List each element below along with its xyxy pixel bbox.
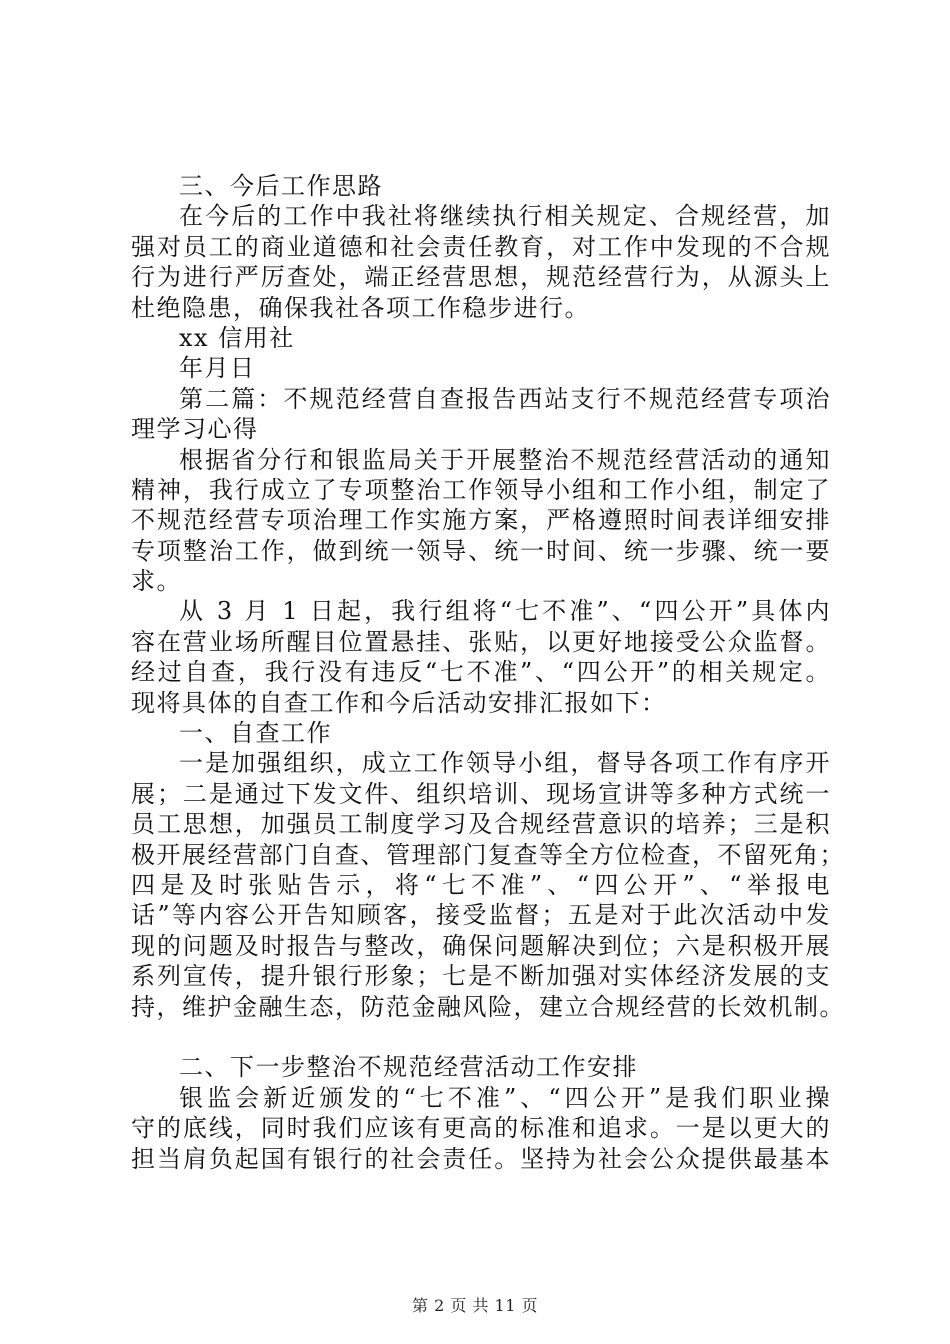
paragraph-line: 一是加强组织，成立工作领导小组，督导各项工作有序开 — [179, 749, 831, 778]
paragraph-line: 经过自查，我行没有违反“七不准”、“四公开”的相关规定。 — [131, 658, 831, 687]
paragraph-line: 不规范经营专项治理工作实施方案，严格遵照时间表详细安排 — [131, 506, 831, 535]
paragraph-line: 极开展经营部门自查、管理部门复查等全方位检查，不留死角； — [131, 840, 845, 869]
paragraph-line: 银监会新近颁发的“七不准”、“四公开”是我们职业操 — [179, 1083, 831, 1112]
paragraph-line: 强对员工的商业道德和社会责任教育，对工作中发现的不合规 — [131, 232, 831, 261]
page-footer: 第 2 页 共 11 页 — [412, 1296, 538, 1315]
paragraph-line: 根据省分行和银监局关于开展整治不规范经营活动的通知 — [179, 445, 831, 474]
section-heading: 一、自查工作 — [179, 719, 332, 748]
paragraph-line: 行为进行严厉查处，端正经营思想，规范经营行为，从源头上 — [131, 263, 831, 292]
paragraph-line: 精神，我行成立了专项整治工作领导小组和工作小组，制定了 — [131, 475, 831, 504]
paragraph-line: 守的底线，同时我们应该有更高的标准和追求。一是以更大的 — [131, 1114, 831, 1143]
document-body — [131, 171, 845, 1174]
paragraph-line: 系列宣传，提升银行形象；七是不断加强对实体经济发展的支 — [131, 962, 831, 991]
chapter-title: 第二篇：不规范经营自查报告西站支行不规范经营专项治 — [179, 384, 831, 413]
paragraph-line: 现的问题及时报告与整改，确保问题解决到位；六是积极开展 — [131, 931, 831, 960]
paragraph-line: 求。 — [131, 567, 182, 596]
signature-org: xx 信用社 — [179, 323, 295, 352]
paragraph-line: 话”等内容公开告知顾客，接受监督；五是对于此次活动中发 — [131, 901, 831, 930]
signature-date: 年月日 — [179, 354, 256, 383]
chapter-title: 理学习心得 — [131, 415, 259, 444]
paragraph-line: 从 3 月 1 日起，我行组将“七不准”、“四公开”具体内 — [179, 597, 831, 626]
paragraph-line: 展；二是通过下发文件、组织培训、现场宣讲等多种方式统一 — [131, 779, 831, 808]
section-heading: 二、下一步整治不规范经营活动工作安排 — [179, 1053, 638, 1082]
paragraph-gap — [131, 1022, 831, 1052]
paragraph-line: 担当肩负起国有银行的社会责任。坚持为社会公众提供最基本 — [131, 1144, 831, 1173]
paragraph-line: 员工思想，加强员工制度学习及合规经营意识的培养；三是积 — [131, 810, 831, 839]
paragraph-line: 持，维护金融生态，防范金融风险，建立合规经营的长效机制。 — [131, 992, 845, 1021]
paragraph-line: 在今后的工作中我社将继续执行相关规定、合规经营，加 — [179, 202, 831, 231]
paragraph-line: 容在营业场所醒目位置悬挂、张贴，以更好地接受公众监督。 — [131, 627, 831, 656]
paragraph-line: 杜绝隐患，确保我社各项工作稳步进行。 — [131, 293, 590, 322]
paragraph-line: 四是及时张贴告示，将“七不准”、“四公开”、“举报电 — [131, 870, 831, 899]
paragraph-line: 现将具体的自查工作和今后活动安排汇报如下： — [131, 688, 667, 717]
section-heading: 三、今后工作思路 — [179, 172, 383, 200]
paragraph-line: 专项整治工作，做到统一领导、统一时间、统一步骤、统一要 — [131, 536, 831, 565]
